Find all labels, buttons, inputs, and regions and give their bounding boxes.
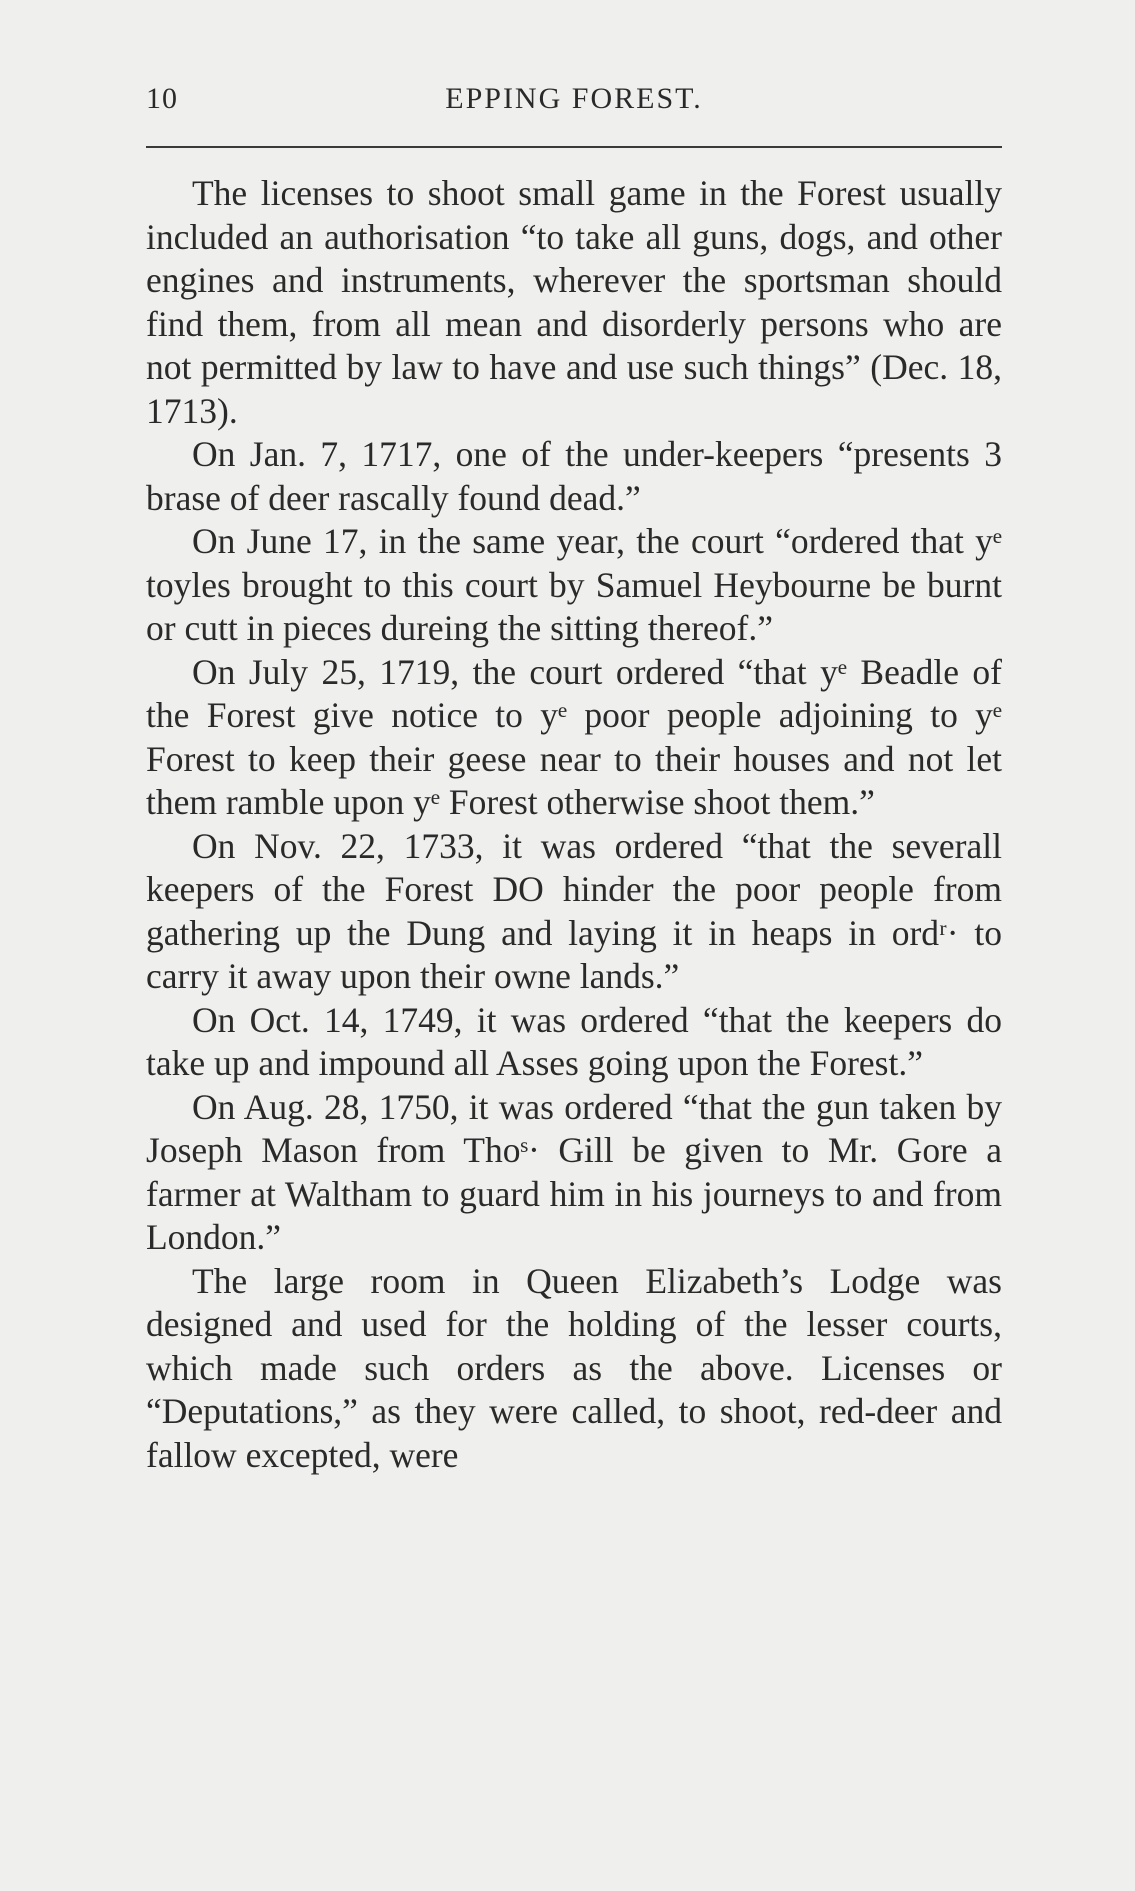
running-title: EPPING FOREST. <box>445 82 703 115</box>
paragraph-aug-1750: On Aug. 28, 1750, it was ordered “that the gun taken by Joseph Mason from Thoˢ· Gill be given to Mr. Gore a farmer at Waltham to guard him in his journeys to and from London.” <box>146 1086 1002 1257</box>
paragraph-oct-1749: On Oct. 14, 1749, it was ordered “that the keepers do take up and impound all Asses going upon the Forest.” <box>146 999 1002 1083</box>
paragraph-licenses: The licenses to shoot small game in the Forest usually included an authorisation “to take all guns, dogs, and other engines and instruments, wherever the sportsman should find them, from all mean and disorderly persons who are not permitted by law to have and use such things” (Dec. 18, 1713). <box>146 173 1002 431</box>
paragraph-july-1719: On July 25, 1719, the court ordered “that yᵉ Beadle of the Forest give notice to yᵉ poor people adjoining to yᵉ Forest to keep their geese near to their houses and not let them ramble upon yᵉ Forest otherwise shoot them.” <box>146 651 1002 822</box>
paragraph-nov-1733: On Nov. 22, 1733, it was ordered “that the severall keepers of the Forest DO hinder the poor people from gathering up the Dung and laying it in heaps in ordʳ· to carry it away upon their owne lands.” <box>146 825 1002 996</box>
header-rule <box>146 146 1002 148</box>
paragraph-large-room: The large room in Queen Elizabeth’s Lodge was designed and used for the holding of the lesser courts, which made such orders as the above. Licenses or “Deputations,” as they were called, to shoot, red-deer and fallow excepted, were <box>146 1260 1002 1475</box>
body-text <box>146 172 1002 1477</box>
page-header <box>146 82 1002 126</box>
paragraph-jan-1717: On Jan. 7, 1717, one of the under-keepers “presents 3 brase of deer rascally found dead.” <box>146 434 1002 518</box>
page-number: 10 <box>146 82 178 115</box>
paragraph-june-17: On June 17, in the same year, the court “ordered that yᵉ toyles brought to this court by Samuel Heybourne be burnt or cutt in pieces dureing the sitting thereof.” <box>146 521 1002 648</box>
